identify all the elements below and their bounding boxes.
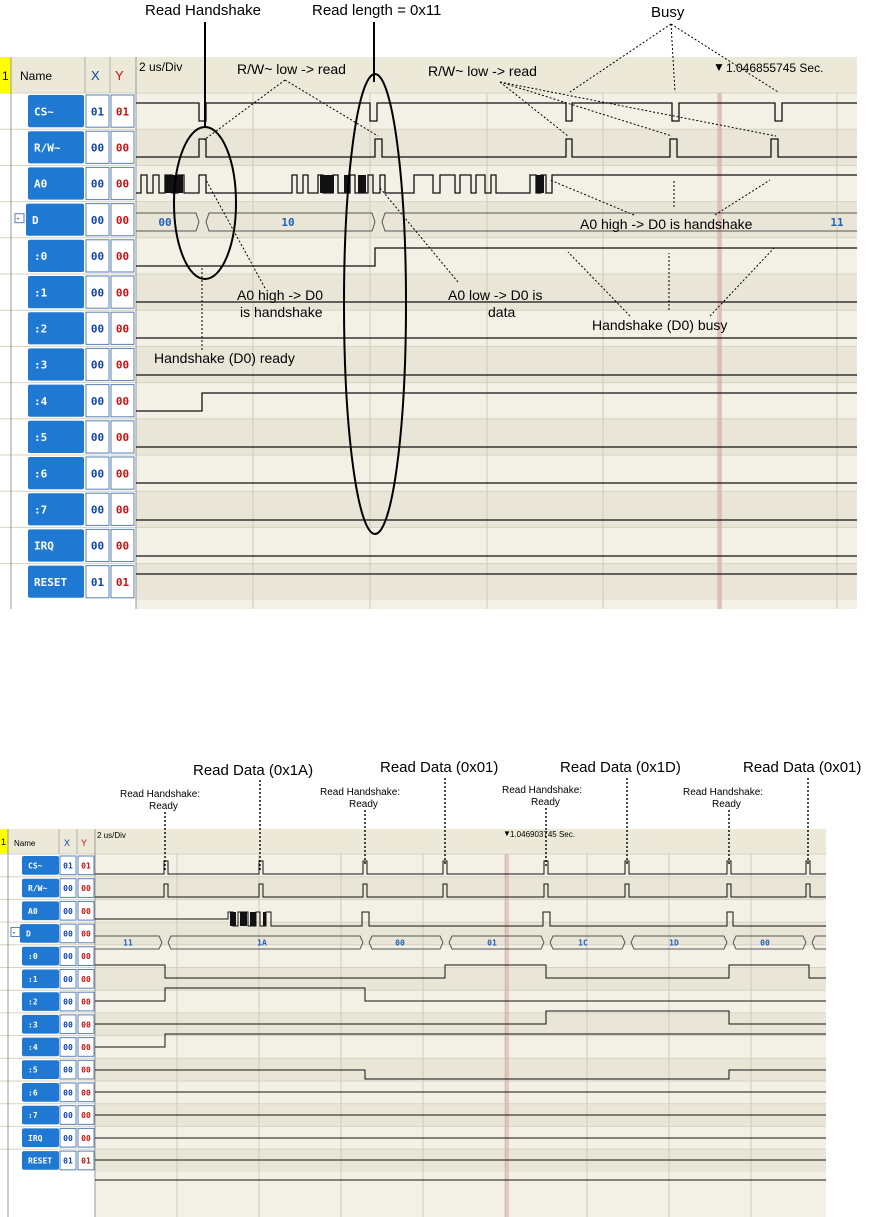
y-value: 00 [115, 177, 130, 191]
signal-row-1[interactable] [28, 276, 134, 308]
signal-name-label: :1 [34, 286, 48, 300]
annotation-read-data-1d: Read Data (0x1D) [560, 759, 681, 776]
x-value: 01 [63, 861, 73, 871]
bottom-time-scale: 2 us/Div [97, 831, 126, 840]
x-value: 00 [90, 503, 105, 517]
bus-value-label: 01 [487, 938, 497, 948]
annotation-rh-ready-1a: Read Handshake: [120, 789, 201, 800]
bus-value-label: 11 [123, 938, 133, 948]
row-band [95, 877, 826, 900]
bottom-annotations [120, 759, 861, 812]
annotation-handshake-ready: Handshake (D0) ready [154, 350, 295, 366]
signal-row-6[interactable] [28, 457, 134, 489]
a0-burst-block [536, 175, 544, 193]
x-value: 00 [63, 974, 73, 984]
x-value: 00 [63, 1088, 73, 1098]
signal-row-4[interactable] [22, 1038, 94, 1057]
annotation-rh-ready-4a: Read Handshake: [683, 787, 764, 798]
bus-value-label: 1C [578, 938, 588, 948]
x-value: 00 [90, 141, 105, 155]
top-name-column-header[interactable]: Name [20, 69, 53, 83]
signal-row-reset[interactable] [22, 1151, 94, 1170]
bus-value-label: 11 [830, 216, 844, 230]
bottom-time-cursor[interactable] [505, 854, 509, 1217]
top-panel [0, 2, 857, 609]
signal-row-0[interactable] [22, 947, 94, 966]
annotation-rh-ready-1b: Ready [149, 801, 178, 812]
signal-name-label: D [26, 929, 31, 939]
row-band [136, 419, 857, 455]
x-value: 00 [63, 929, 73, 939]
top-y-column-header: Y [115, 68, 124, 83]
signal-name-label: A0 [34, 177, 48, 191]
top-cursor-time: 1.046855745 Sec. [726, 61, 824, 75]
y-value: 01 [115, 575, 130, 589]
annotation-a0-high-1: A0 high -> D0 [237, 287, 323, 303]
x-value: 01 [63, 1156, 73, 1166]
y-value: 00 [115, 539, 130, 553]
signal-row-irq[interactable] [22, 1128, 94, 1147]
y-value: 00 [81, 997, 91, 1007]
a0-burst-block [358, 175, 366, 193]
signal-name-label: RESET [28, 1156, 53, 1166]
y-value: 00 [81, 1111, 91, 1121]
row-band [136, 491, 857, 527]
signal-name-label: IRQ [34, 539, 54, 553]
bus-value-label: 1A [257, 938, 267, 948]
bus-value-label: 00 [158, 216, 172, 230]
signal-name-label: R/W~ [34, 141, 61, 155]
x-value: 00 [63, 1111, 73, 1121]
signal-name-label: A0 [28, 906, 38, 916]
signal-name-label: R/W~ [28, 884, 48, 894]
annotation-busy: Busy [651, 4, 685, 21]
signal-row-irq[interactable] [28, 529, 134, 561]
y-value: 00 [115, 431, 130, 445]
signal-row-3[interactable] [22, 1015, 94, 1034]
x-value: 00 [63, 997, 73, 1007]
annotation-a0-high-d0-handshake: A0 high -> D0 is handshake [580, 216, 753, 232]
annotation-read-data-01-b: Read Data (0x01) [743, 759, 862, 776]
a0-burst-block [320, 175, 334, 193]
signal-name-label: CS~ [28, 861, 43, 871]
bottom-x-column-header: X [64, 838, 71, 848]
signal-name-label: :5 [34, 431, 48, 445]
annotation-a0-high-2: is handshake [240, 304, 323, 320]
a0-burst-block [250, 912, 256, 926]
x-value: 00 [63, 1065, 73, 1075]
annotation-rw-low-read-2: R/W~ low -> read [428, 63, 537, 79]
y-value: 00 [115, 322, 130, 336]
signal-row-cs[interactable] [22, 856, 94, 875]
x-value: 00 [63, 1020, 73, 1030]
y-value: 00 [81, 1042, 91, 1052]
x-value: 01 [90, 575, 105, 589]
annotation-a0-low-2: data [488, 304, 516, 320]
y-value: 00 [81, 929, 91, 939]
bottom-cursor-time: 1.046903745 Sec. [510, 830, 575, 839]
y-value: 00 [115, 394, 130, 408]
signal-row-rw[interactable] [28, 131, 134, 163]
signal-row-3[interactable] [28, 348, 134, 380]
x-value: 00 [63, 1133, 73, 1143]
a0-burst-block [240, 912, 247, 926]
signal-row-6[interactable] [22, 1083, 94, 1102]
y-value: 00 [115, 358, 130, 372]
bottom-panel [0, 759, 861, 1217]
row-band [95, 968, 826, 991]
bus-value-label: 10 [281, 216, 295, 230]
signal-name-label: :0 [28, 952, 38, 962]
signal-name-label: :7 [34, 503, 48, 517]
bus-value-label: 00 [760, 938, 770, 948]
signal-name-label: RESET [34, 575, 68, 589]
signal-name-label: :4 [34, 394, 48, 408]
x-value: 00 [90, 322, 105, 336]
signal-row-reset[interactable] [28, 566, 134, 598]
row-band [136, 129, 857, 165]
expander-glyph: - [16, 213, 20, 224]
signal-name-label: :6 [28, 1088, 38, 1098]
y-value: 00 [81, 1088, 91, 1098]
bottom-cursor-marker-icon: ▼ [503, 829, 511, 838]
annotation-a0-low-1: A0 low -> D0 is [448, 287, 543, 303]
signal-row-cs[interactable] [28, 95, 134, 127]
signal-row-a0[interactable] [22, 901, 94, 920]
a0-burst-block [263, 912, 266, 926]
signal-name-label: :5 [28, 1065, 38, 1075]
signal-name-label: :6 [34, 467, 48, 481]
y-value: 00 [115, 286, 130, 300]
x-value: 00 [63, 884, 73, 894]
annotation-rh-ready-2a: Read Handshake: [320, 787, 401, 798]
signal-row-d[interactable] [11, 924, 94, 943]
y-value: 01 [81, 861, 91, 871]
annotation-read-length: Read length = 0x11 [312, 2, 442, 19]
row-band [136, 564, 857, 600]
expander-glyph: - [12, 927, 16, 938]
signal-name-label: :1 [28, 974, 38, 984]
signal-name-label: CS~ [34, 105, 54, 119]
annotation-handshake-busy: Handshake (D0) busy [592, 317, 728, 333]
signal-row-5[interactable] [28, 421, 134, 453]
y-value: 00 [81, 1065, 91, 1075]
signal-row-2[interactable] [22, 992, 94, 1011]
annotation-rh-ready-3b: Ready [531, 797, 560, 808]
x-value: 00 [90, 539, 105, 553]
signal-row-5[interactable] [22, 1060, 94, 1079]
signal-name-label: IRQ [28, 1133, 43, 1143]
signal-name-label: :2 [28, 997, 38, 1007]
y-value: 00 [81, 1133, 91, 1143]
y-value: 00 [115, 250, 130, 264]
annotation-rh-ready-4b: Ready [712, 799, 741, 810]
x-value: 00 [63, 906, 73, 916]
x-value: 00 [90, 394, 105, 408]
top-row-marker-label: 1 [2, 69, 9, 83]
annotation-rh-ready-2b: Ready [349, 799, 378, 810]
annotation-rw-low-read-1: R/W~ low -> read [237, 61, 346, 77]
signal-row-rw[interactable] [22, 879, 94, 898]
x-value: 00 [90, 286, 105, 300]
y-value: 00 [81, 1020, 91, 1030]
signal-name-label: :2 [34, 322, 48, 336]
y-value: 00 [115, 141, 130, 155]
top-cursor-marker-icon: ▼ [713, 60, 725, 74]
x-value: 00 [63, 952, 73, 962]
signal-name-label: D [32, 213, 39, 227]
signal-row-a0[interactable] [28, 167, 134, 199]
signal-row-2[interactable] [28, 312, 134, 344]
y-value: 00 [81, 974, 91, 984]
annotation-read-data-01-a: Read Data (0x01) [380, 759, 499, 776]
annotation-rh-ready-3a: Read Handshake: [502, 785, 583, 796]
signal-name-label: :3 [28, 1020, 38, 1030]
signal-name-label: :3 [34, 358, 48, 372]
x-value: 00 [90, 213, 105, 227]
x-value: 01 [90, 105, 105, 119]
bottom-name-column-header[interactable]: Name [14, 839, 36, 848]
signal-name-label: :4 [28, 1042, 38, 1052]
top-time-scale: 2 us/Div [139, 60, 183, 74]
x-value: 00 [90, 177, 105, 191]
a0-burst-block [230, 912, 236, 926]
x-value: 00 [90, 431, 105, 445]
y-value: 00 [115, 213, 130, 227]
x-value: 00 [90, 467, 105, 481]
bottom-row-marker-label: 1 [1, 837, 7, 847]
top-time-cursor[interactable] [717, 93, 722, 609]
signal-name-label: :7 [28, 1111, 38, 1121]
y-value: 00 [115, 467, 130, 481]
signal-row-0[interactable] [28, 240, 134, 272]
y-value: 01 [115, 105, 130, 119]
y-value: 00 [115, 503, 130, 517]
bus-value-label: 1D [669, 938, 679, 948]
bottom-y-column-header: Y [81, 838, 88, 848]
x-value: 00 [90, 358, 105, 372]
signal-row-4[interactable] [28, 385, 134, 417]
bus-value-label: 00 [395, 938, 405, 948]
y-value: 00 [81, 952, 91, 962]
annotation-read-handshake: Read Handshake [145, 2, 261, 19]
x-value: 00 [63, 1042, 73, 1052]
annotation-read-data-1a: Read Data (0x1A) [193, 762, 314, 779]
y-value: 00 [81, 906, 91, 916]
x-value: 00 [90, 250, 105, 264]
y-value: 01 [81, 1156, 91, 1166]
signal-row-7[interactable] [22, 1106, 94, 1125]
top-x-column-header: X [91, 68, 100, 83]
signal-row-1[interactable] [22, 970, 94, 989]
signal-row-d[interactable] [15, 204, 134, 236]
y-value: 00 [81, 884, 91, 894]
signal-row-7[interactable] [28, 493, 134, 525]
signal-name-label: :0 [34, 250, 48, 264]
